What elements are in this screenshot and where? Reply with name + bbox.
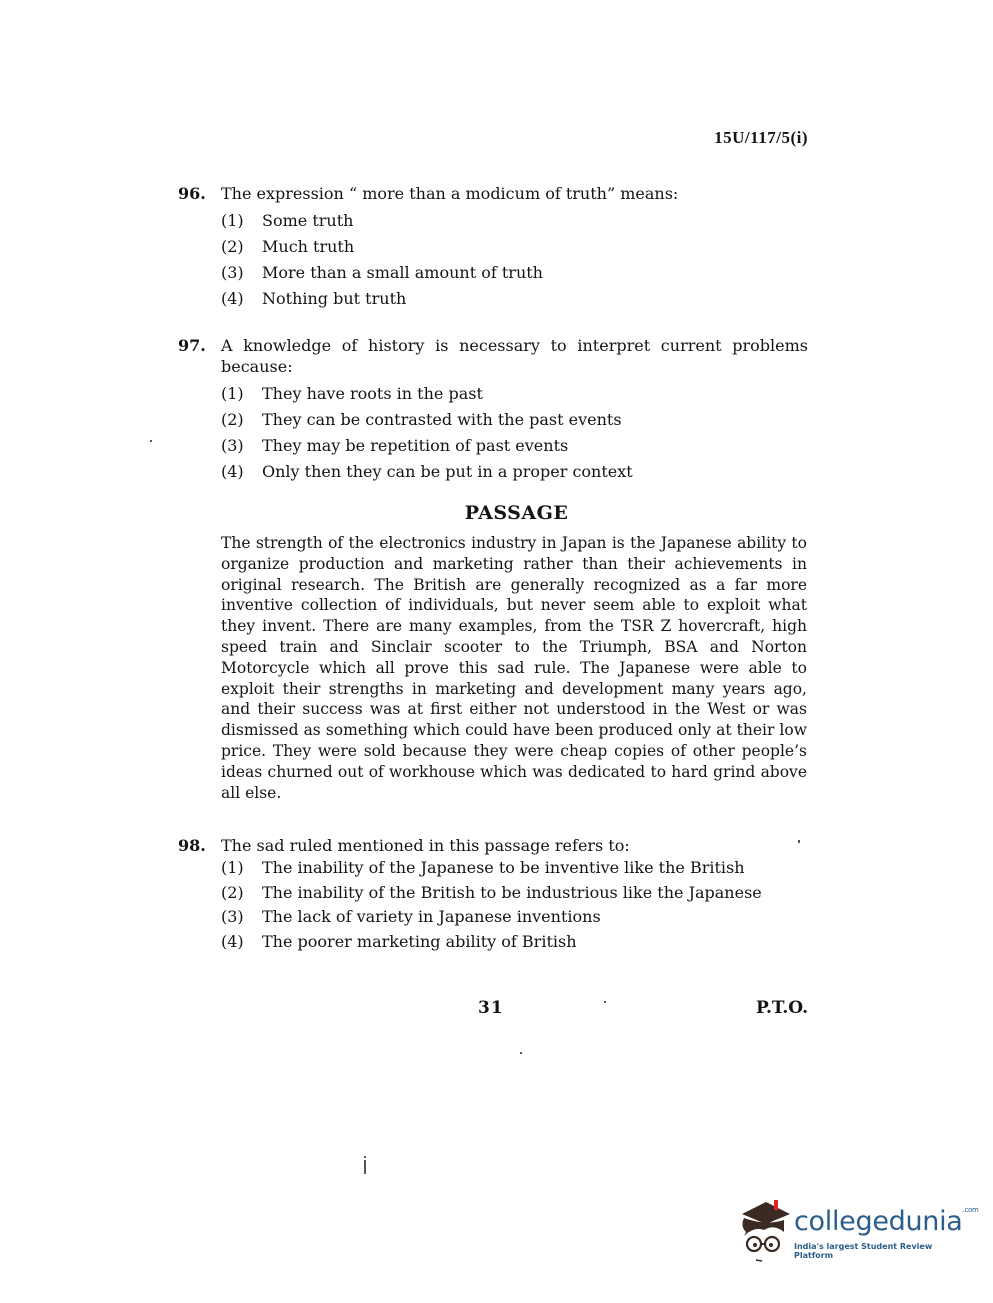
option-number: (1) (221, 858, 244, 878)
option-number: (3) (221, 263, 244, 282)
option-text: Some truth (262, 211, 354, 230)
question-98 (178, 835, 808, 954)
option (221, 234, 808, 260)
option-text: The poorer marketing ability of British (262, 931, 577, 951)
option-number: (3) (221, 907, 244, 927)
logo-wordmark (794, 1206, 979, 1237)
question-text: The sad ruled mentioned in this passage refers to: (221, 836, 630, 855)
scan-speck (520, 1052, 522, 1054)
option (221, 433, 808, 459)
option-text: They have roots in the past (262, 384, 483, 403)
paper-code: 15U/117/5(i) (714, 128, 808, 147)
scan-speck (364, 1160, 366, 1174)
option (221, 930, 808, 955)
option-text: They may be repetition of past events (262, 436, 569, 455)
question-number: 97. (178, 336, 206, 355)
option-number: (1) (221, 384, 244, 403)
scan-speck (364, 1156, 366, 1158)
option-number: (4) (221, 462, 244, 481)
option-text: They can be contrasted with the past events (262, 410, 622, 429)
option (221, 407, 808, 433)
options-list (221, 208, 808, 312)
option (221, 208, 808, 234)
passage-title: PASSAGE (464, 502, 569, 524)
mascot-icon (734, 1196, 794, 1266)
option (221, 381, 808, 407)
option (221, 459, 808, 485)
option (221, 881, 808, 906)
option-text: Only then they can be put in a proper context (262, 462, 633, 481)
option-number: (3) (221, 436, 244, 455)
option-text: The lack of variety in Japanese inventions (262, 907, 601, 927)
scan-speck (604, 1001, 606, 1003)
option-number: (2) (221, 237, 244, 256)
question-text: The expression “ more than a modicum of truth” means: (221, 184, 679, 203)
option-text: Nothing but truth (262, 289, 407, 308)
option (221, 286, 808, 312)
option (221, 260, 808, 286)
question-number: 98. (178, 836, 206, 855)
option-text: The inability of the British to be industrious like the Japanese (262, 882, 762, 902)
logo-name: collegedunia (794, 1206, 963, 1237)
question-97 (178, 335, 808, 485)
options-list (221, 856, 808, 954)
option-number: (4) (221, 289, 244, 308)
option-number: (4) (221, 931, 244, 951)
option (221, 905, 808, 930)
option-number: (2) (221, 410, 244, 429)
page-number: 31 (478, 998, 504, 1018)
option-text: Much truth (262, 237, 355, 256)
option-number: (2) (221, 882, 244, 902)
logo-suffix: .com (962, 1206, 979, 1214)
question-96 (178, 183, 808, 312)
question-number: 96. (178, 184, 206, 203)
option (221, 856, 808, 881)
options-list (221, 381, 808, 485)
passage-text: The strength of the electronics industry in Japan is the Japanese ability to organize production and marketing rather than their achievements in original research. The British are generally recognized as a far more inventive collection of individuals, but never seem able to exploit what they invent. There are many examples, from the TSR Z hovercraft, high speed train and Sinclair scooter to the Triumph, BSA and Norton Motorcycle which all prove this sad rule. The Japanese were able to exploit their strengths in marketing and development many years ago, and their success was at first either not understood in the West or was dismissed as something which could have been produced only at their low price. They were sold because they were cheap copies of other people’s ideas churned out of workhouse which was dedicated to hard grind above all else. (221, 534, 807, 802)
question-text: A knowledge of history is necessary to interpret current problems because: (221, 336, 808, 376)
pto-label: P.T.O. (756, 998, 808, 1018)
collegedunia-logo (734, 1196, 979, 1266)
option-text: More than a small amount of truth (262, 263, 543, 282)
option-text: The inability of the Japanese to be inventive like the British (262, 858, 745, 878)
logo-tagline: India's largest Student Review Platform (794, 1242, 933, 1260)
scan-speck (798, 840, 800, 843)
option-number: (1) (221, 211, 244, 230)
scan-speck (150, 440, 152, 442)
